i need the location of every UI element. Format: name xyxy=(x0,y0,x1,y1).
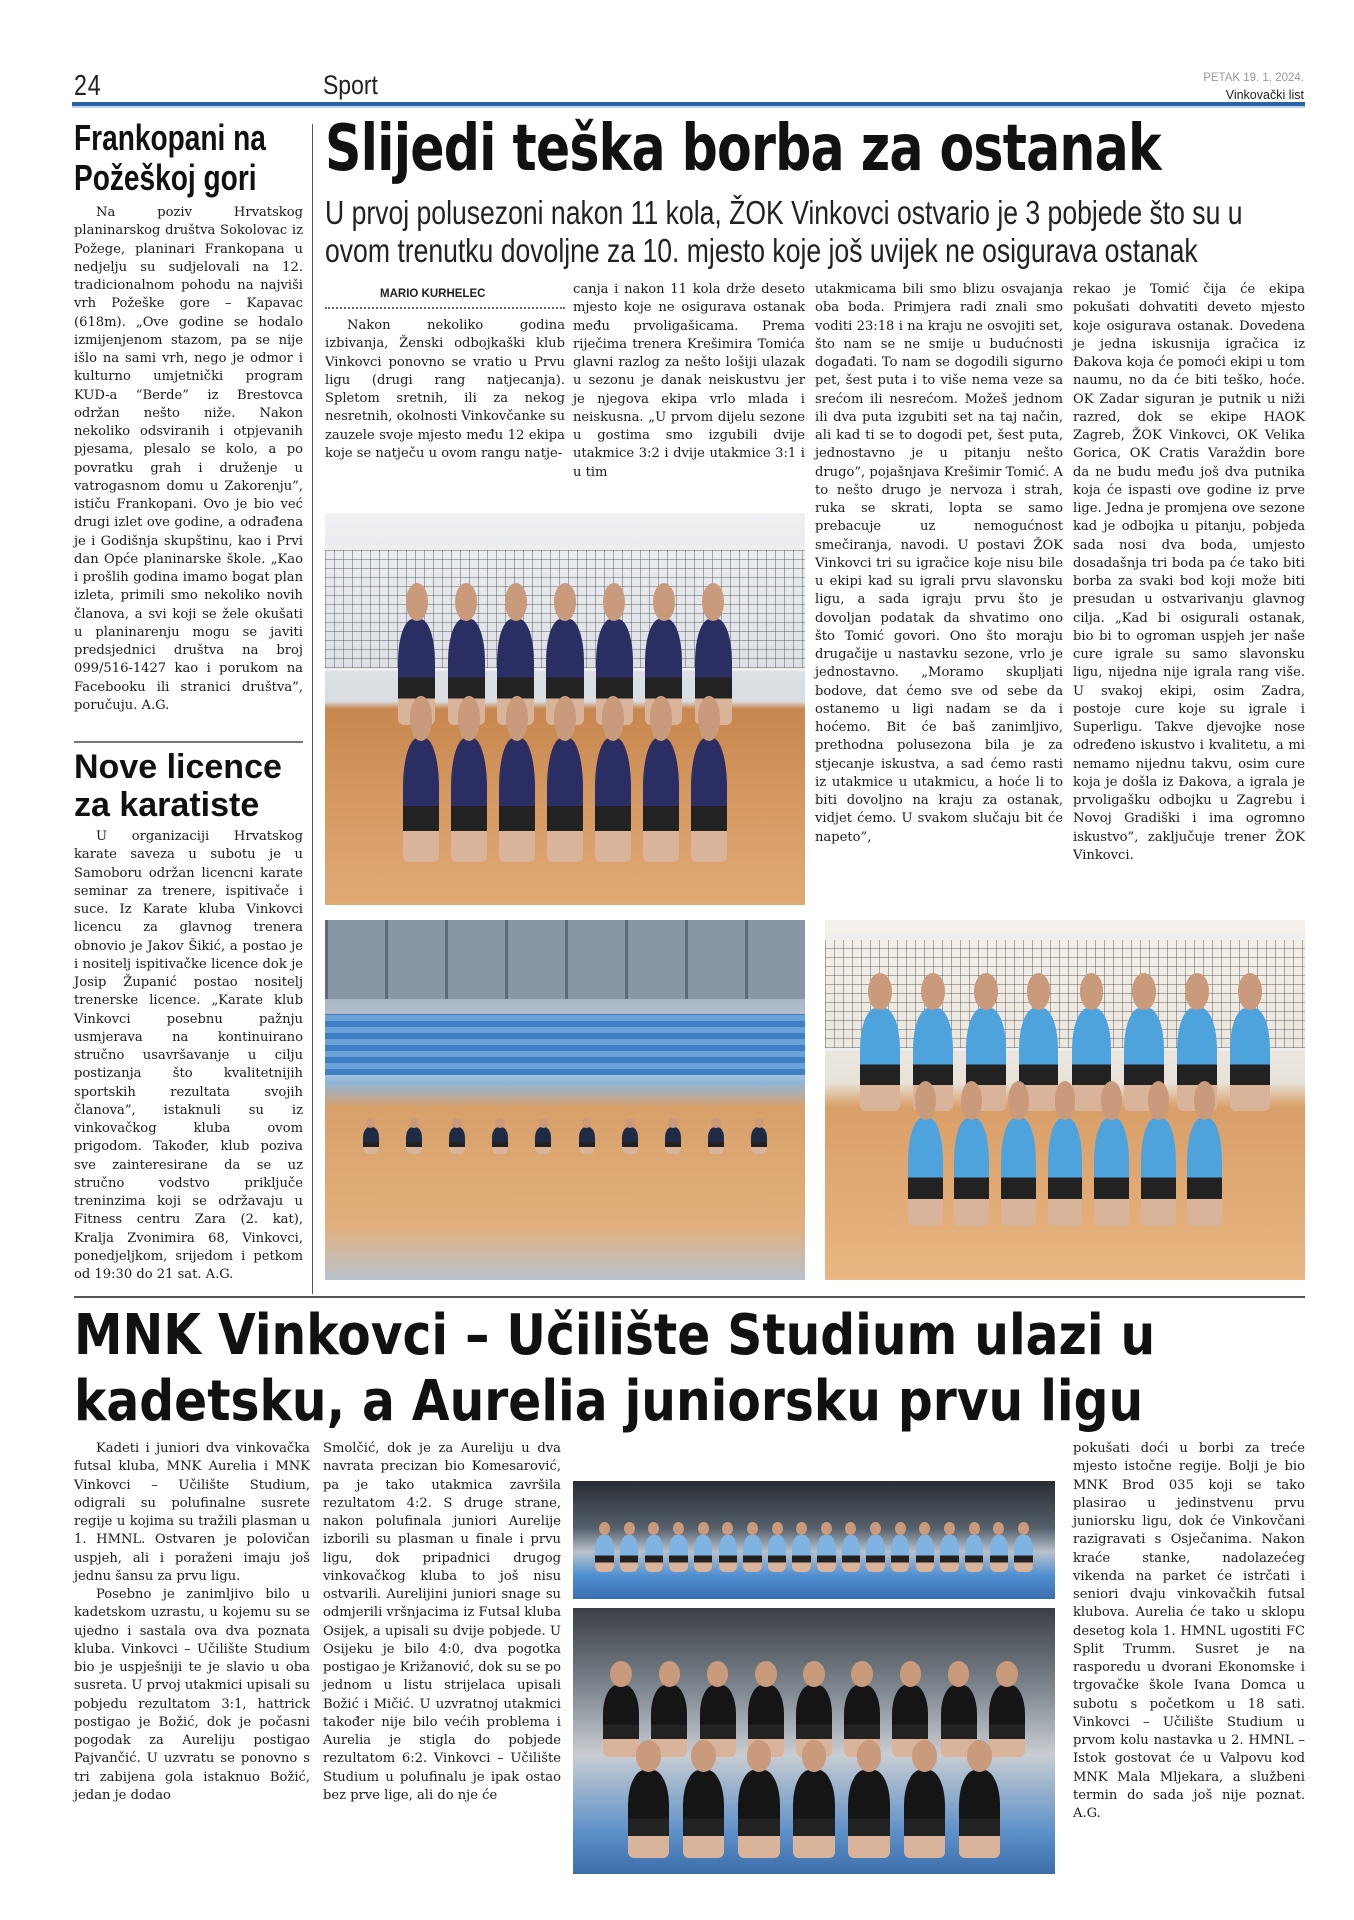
issue-date: PETAK 19. 1. 2024. xyxy=(1203,72,1304,84)
player-figure xyxy=(743,1535,761,1572)
photo-futsal-juniors xyxy=(573,1481,1055,1599)
paragraph: pokušati doći u borbi za treće mjesto istočne regije. Bolji je bio MNK Brod 035 koji se tako plasirao u jedinstvenu prvu juniorsku ligu, dok će Vinkovčani razigravati s Osječanima. Nakon kraće stanke, nadolazećeg vikenda na parket će istrčati i seniori dvaju vinkovačkih futsal klubova. Aurelia će tako u sklopu desetog kola 1. HMNL ugostiti FC Split Trumm. Susret je na rasporedu u dvorani Ekonomske i trgovačke škole Ivana Domca u subotu s početkom u 18 sati. Vinkovci – Učilište Studium u prvom kolu nastavka u 2. HMNL – Istok gostovat će u Valpovu kod MNK Mala Mljekara, a službeni termin do sada još nije poznat. A.G. xyxy=(1073,1441,1305,1821)
paragraph: utakmicama bili smo blizu osvajanja oba boda. Primjera radi znali smo voditi 23:18 i na kraju ne osvojiti set, što nam se ne smije u budućnosti događati. To nam se dogodili sigurno pet, šest puta i to više nema veze sa srećom ili nesrećom. Možeš jednom ili dva puta izgubiti set na taj način, ali kad ti se to dogodi pet, šest puta, jednostavno je u pitanju nešto drugo”, pojašnjava Krešimir Tomić. A to nešto drugo je nervoza i strah, ruka se skrati, lopta se samo prebacuje uz nemogućnost smečiranja, navodi. U postavi ŽOK Vinkovci tri su igračice koje nisu bile u ekipi kad su igrali prvu slavonsku ligu, a sada igraju prvu što je dovoljan podatak da shvatimo ono što Tomić govori. Ono što moraju drugačije u nastavku sezone, vrlo je jednostavno. „Moramo skupljati bodove, dat ćemo sve od sebe da ostanemo u ligi nadam se da i hoćemo. Bit će baš zanimljivo, prethodna polusezona bila je za stjecanje iskustva, a sad ćemo rasti iz utakmice u utakmicu, a hoće li to biti dovoljno na kraju za ostanak, vidjet ćemo. U svakom slučaju bit će napeto”, xyxy=(815,282,1063,845)
player-figure xyxy=(1141,1118,1176,1226)
player-figure xyxy=(595,1535,613,1572)
player-figure xyxy=(628,1770,669,1858)
bottom-headline xyxy=(74,1303,1292,1435)
bottom-column-3 xyxy=(1073,1440,1305,1823)
sidebar-article1-title xyxy=(74,118,308,198)
photo-futsal-cadets xyxy=(573,1608,1055,1874)
page-number: 24 xyxy=(74,70,102,102)
headline-line: kadetsku, a Aurelia juniorsku prvu ligu xyxy=(74,1369,1144,1434)
player-figure xyxy=(793,1770,834,1858)
player-figure xyxy=(792,1535,810,1572)
sidebar-article2-body xyxy=(74,828,303,1284)
player-figure xyxy=(579,1127,595,1154)
player-figure xyxy=(683,1770,724,1858)
paragraph: U organizaciji Hrvatskog karate saveza u subotu je u Samoboru održan licencni karate seminar za trenere, ispitivače i suce. Iz Karate kluba Vinkovci licencu za glavnog trenera obnovio je Jakov Šikić, a postao je i nositelj ispitivačke licence dok je Josip Županić postao nositelj trenerske licence. „Karate klub Vinkovci posebnu pažnju usmjerava na kontinuirano stručno usavršavanje u cilju postizanja što kvalitetnijih sportskih rezultata svojih članova”, istaknuli su iz vinkovačkog kluba ovom prigodom. Također, klub poziva sve zainteresirane da se uz stručno vodstvo priključe treninzima koji se održavaju u Fitness centru Zara (2. kat), Kralja Zvonimira 68, Vinkovci, ponedjeljkom, srijedom i petkom od 19:30 do 21 sat. A.G. xyxy=(74,829,303,1282)
player-figure xyxy=(535,1127,551,1154)
player-figure xyxy=(449,1127,465,1154)
main-subheadline: U prvoj polusezoni nakon 11 kola, ŽOK Vinkovci ostvario je 3 pobjede što su u ovom trenutku dovoljne za 10. mjesto koje još uvijek ne osigurava ostanak xyxy=(325,194,1243,269)
paragraph: Kadeti i juniori dva vinkovačka futsal kluba, MNK Aurelia i MNK Vinkovci – Učilište Studium, odigrali su polufinalne susrete regije u kojima su tražili plasman u 1. HMNL. Ostvaren je polovičan uspjeh, ali i poraženi imaju još jednu šansu za prvu ligu. xyxy=(74,1441,310,1584)
sidebar-article2-title xyxy=(74,748,314,824)
player-figure xyxy=(665,1127,681,1154)
player-figure xyxy=(622,1127,638,1154)
player-figure xyxy=(547,738,583,861)
paragraph: rekao je Tomić čija će ekipa pokušati dohvatiti deveto mjesto koje osigurava ostanak. Dovedena je jedna iskusnija igračica iz Đakova koja će pomoći ekipi u tom naumu, no da će biti teško, hoće. OK Zadar siguran je putnik u niži razred, dok se ekipe HAOK Zagreb, ŽOK Vinkovci, OK Velika Gorica, OK Cratis Varaždin bore da ne budu među još dva putnika koja će ispasti ove godine iz prve lige. Jedna je promjena ove sezone kad je odbojka u pitanju, pobjeda sada nosi dva boda, umjesto dosadašnja tri boda pa će tako biti borba za svaki bod koji može biti presudan u ostvarivanju glavnog cilja. „Kad bi osigurali ostanak, bio bi to ogroman uspjeh jer naše cure igrale su samo slavonsku ligu, nijedna nije igrala rang više. U svakoj ekipi, osim Zadra, postoje cure koje su igrale i Superligu. Takve djevojke nose određeno iskustvo i kvalitetu, a mi nemamo nijednu takvu, osim cure koja je došla iz Đakova, a igrala je prvoligašku odbojku u Zagrebu i Novoj Gradiški i ima ogromno iskustvo”, zaključuje trener ŽOK Vinkovci. xyxy=(1073,282,1305,863)
photo-volleyball-team-blue xyxy=(825,920,1305,1280)
player-figure xyxy=(719,1535,737,1572)
player-figure xyxy=(990,1535,1008,1572)
paragraph: Smolčić, dok je za Aureliju u dva navrata precizan bio Komesarović, pa je tako utakmica završila rezultatom 4:2. S druge strane, nakon polufinala juniori Aurelije izborili su plasman u finale i prvu ligu, dok pripadnici drugog vinkovačkog kluba to još nisu ostvarili. Aurelijini juniori snage su odmjerili vršnjacima iz Futsal kluba Osijek, a upisali su dvije pobjede. U Osijeku je bilo 4:0, dva pogotka postigao je Križanović, dok su se po jednom u listu strijelaca upisali Božić i Mičić. U uzvratnoj utakmici također nije bilo većih problema i Aurelia je stigla do pobjede rezultatom 6:2. Vinkovci – Učilište Studium u polufinalu je ipak ostao bez prve lige, ali do nje će xyxy=(323,1441,561,1803)
player-figure xyxy=(406,1127,422,1154)
paragraph: Posebno je zanimljivo bilo u kadetskom uzrastu, u kojemu su se ujedno i sastala ova dva poznata kluba. Vinkovci – Učilište Studium bio je uspješniji te je slavio u oba susreta. U prvoj utakmici upisali su pobjedu rezultatom 3:1, hattrick postigao je Božić, dok je počasni pogodak za Aureliju postigao Pajvančić. U uzvratu se ponovno s tri zabijena gola istaknuo Božić, jedan je dodao xyxy=(74,1587,310,1803)
player-figure xyxy=(908,1118,943,1226)
main-column-2 xyxy=(573,281,805,482)
player-figure xyxy=(1014,1535,1032,1572)
player-figure xyxy=(891,1535,909,1572)
hall-tribune xyxy=(325,1014,805,1075)
player-figure xyxy=(1187,1118,1222,1226)
player-figure xyxy=(989,1685,1025,1757)
player-figure xyxy=(1230,1008,1270,1111)
player-figure xyxy=(694,1535,712,1572)
player-figure xyxy=(645,1535,663,1572)
title-line: Frankopani na xyxy=(74,117,266,158)
player-figure xyxy=(595,738,631,861)
title-line: Požeškoj gori xyxy=(74,157,257,198)
player-figure xyxy=(842,1535,860,1572)
column-divider xyxy=(312,124,313,1294)
player-figure xyxy=(403,738,439,861)
player-figure xyxy=(643,738,679,861)
player-figure xyxy=(1001,1118,1036,1226)
paragraph: Na poziv Hrvatskog planinarskog društva Sokolovac iz Požege, planinari Frankopana u nedjelju su sudjelovali na 12. tradicionalnom pohodu na najviši vrh Požeške gore – Kapavac (618m). „Ove godine se hodalo izmijenjenom stazom, pa se nije išlo na sami vrh, nego je odmor i kulturno umjetnički program KUD-a “Berde” iz Brestovca održan nešto niže. Nakon nekoliko odsviranih i otpjevanih pjesama, plesalo se kolo, a po povratku grah i druženje u vatrogasnom domu u Zakorenju”, ističu Frankopani. Ovo je bio već drugi izlet ove godine, a odrađena je i Godišnja skupštinu, kao i Prvi dan Opće planinarske škole. „Kao i prošlih godina imamo bogat plan izleta, primili smo nekoliko novih članova, a svi koji se žele okušati u planinarenju mogu se javiti predsjednici društva na broj 099/516-1427 kao i porukom na Facebooku ili stranici društva”, poručuju. A.G. xyxy=(74,205,303,713)
player-figure xyxy=(1094,1118,1129,1226)
player-figure xyxy=(768,1535,786,1572)
title-line: Nove licence xyxy=(74,748,282,786)
publication-name: Vinkovački list xyxy=(1225,88,1304,102)
player-figure xyxy=(959,1770,1000,1858)
player-figure xyxy=(669,1535,687,1572)
player-figure xyxy=(916,1535,934,1572)
header-rule xyxy=(72,102,1305,108)
byline-dotted-rule xyxy=(325,307,565,309)
player-figure xyxy=(965,1535,983,1572)
byline: MARIO KURHELEC xyxy=(380,288,486,300)
player-figure xyxy=(866,1535,884,1572)
headline-line: MNK Vinkovci – Učilište Studium ulazi u xyxy=(74,1303,1156,1368)
player-figure xyxy=(904,1770,945,1858)
section-title: Sport xyxy=(323,70,378,100)
photo-sports-hall xyxy=(325,920,805,1280)
article-divider xyxy=(74,1296,1305,1298)
player-figure xyxy=(751,1127,767,1154)
divider xyxy=(74,741,303,743)
player-figure xyxy=(499,738,535,861)
bottom-column-1 xyxy=(74,1440,310,1805)
player-figure xyxy=(738,1770,779,1858)
player-figure xyxy=(492,1127,508,1154)
photo-volleyball-team xyxy=(325,513,805,905)
title-line: za karatiste xyxy=(74,786,260,824)
main-column-3 xyxy=(815,281,1063,847)
main-column-4 xyxy=(1073,281,1305,865)
player-figure xyxy=(954,1118,989,1226)
player-figure xyxy=(1048,1118,1083,1226)
paragraph: Nakon nekoliko godina izbivanja, Ženski odbojkaški klub Vinkovci ponovno se vratio u Prvu ligu (drugi rang natjecanja). Spletom sretnih, ili za nekog nesretnih, okolnosti Vinkovčanke su zauzele svoje mjesto među 12 ekipa koje se natječu u ovom rangu natje- xyxy=(325,318,565,461)
player-figure xyxy=(620,1535,638,1572)
player-figure xyxy=(848,1770,889,1858)
bottom-column-2 xyxy=(323,1440,561,1805)
sidebar-article1-body xyxy=(74,204,303,715)
hall-roof xyxy=(325,920,805,999)
player-figure xyxy=(603,1685,639,1757)
player-figure xyxy=(817,1535,835,1572)
player-figure xyxy=(940,1535,958,1572)
player-figure xyxy=(860,1008,900,1111)
main-headline: Slijedi teška borba za ostanak xyxy=(325,112,1161,186)
main-column-1 xyxy=(325,317,565,463)
player-figure xyxy=(451,738,487,861)
player-figure xyxy=(363,1127,379,1154)
player-figure xyxy=(691,738,727,861)
paragraph: canja i nakon 11 kola drže deseto mjesto koje ne osigurava ostanak među prvoligašicama. Prema riječima trenera Krešimira Tomića glavni razlog za nešto lošiji ulazak u sezonu je danak neiskustvu jer je njegova ekipa vrlo mlada i neiskusna. „U prvom dijelu sezone u gostima smo izgubili dvije utakmice 3:2 i dvije utakmice 3:1 i u tim xyxy=(573,282,805,480)
player-figure xyxy=(708,1127,724,1154)
